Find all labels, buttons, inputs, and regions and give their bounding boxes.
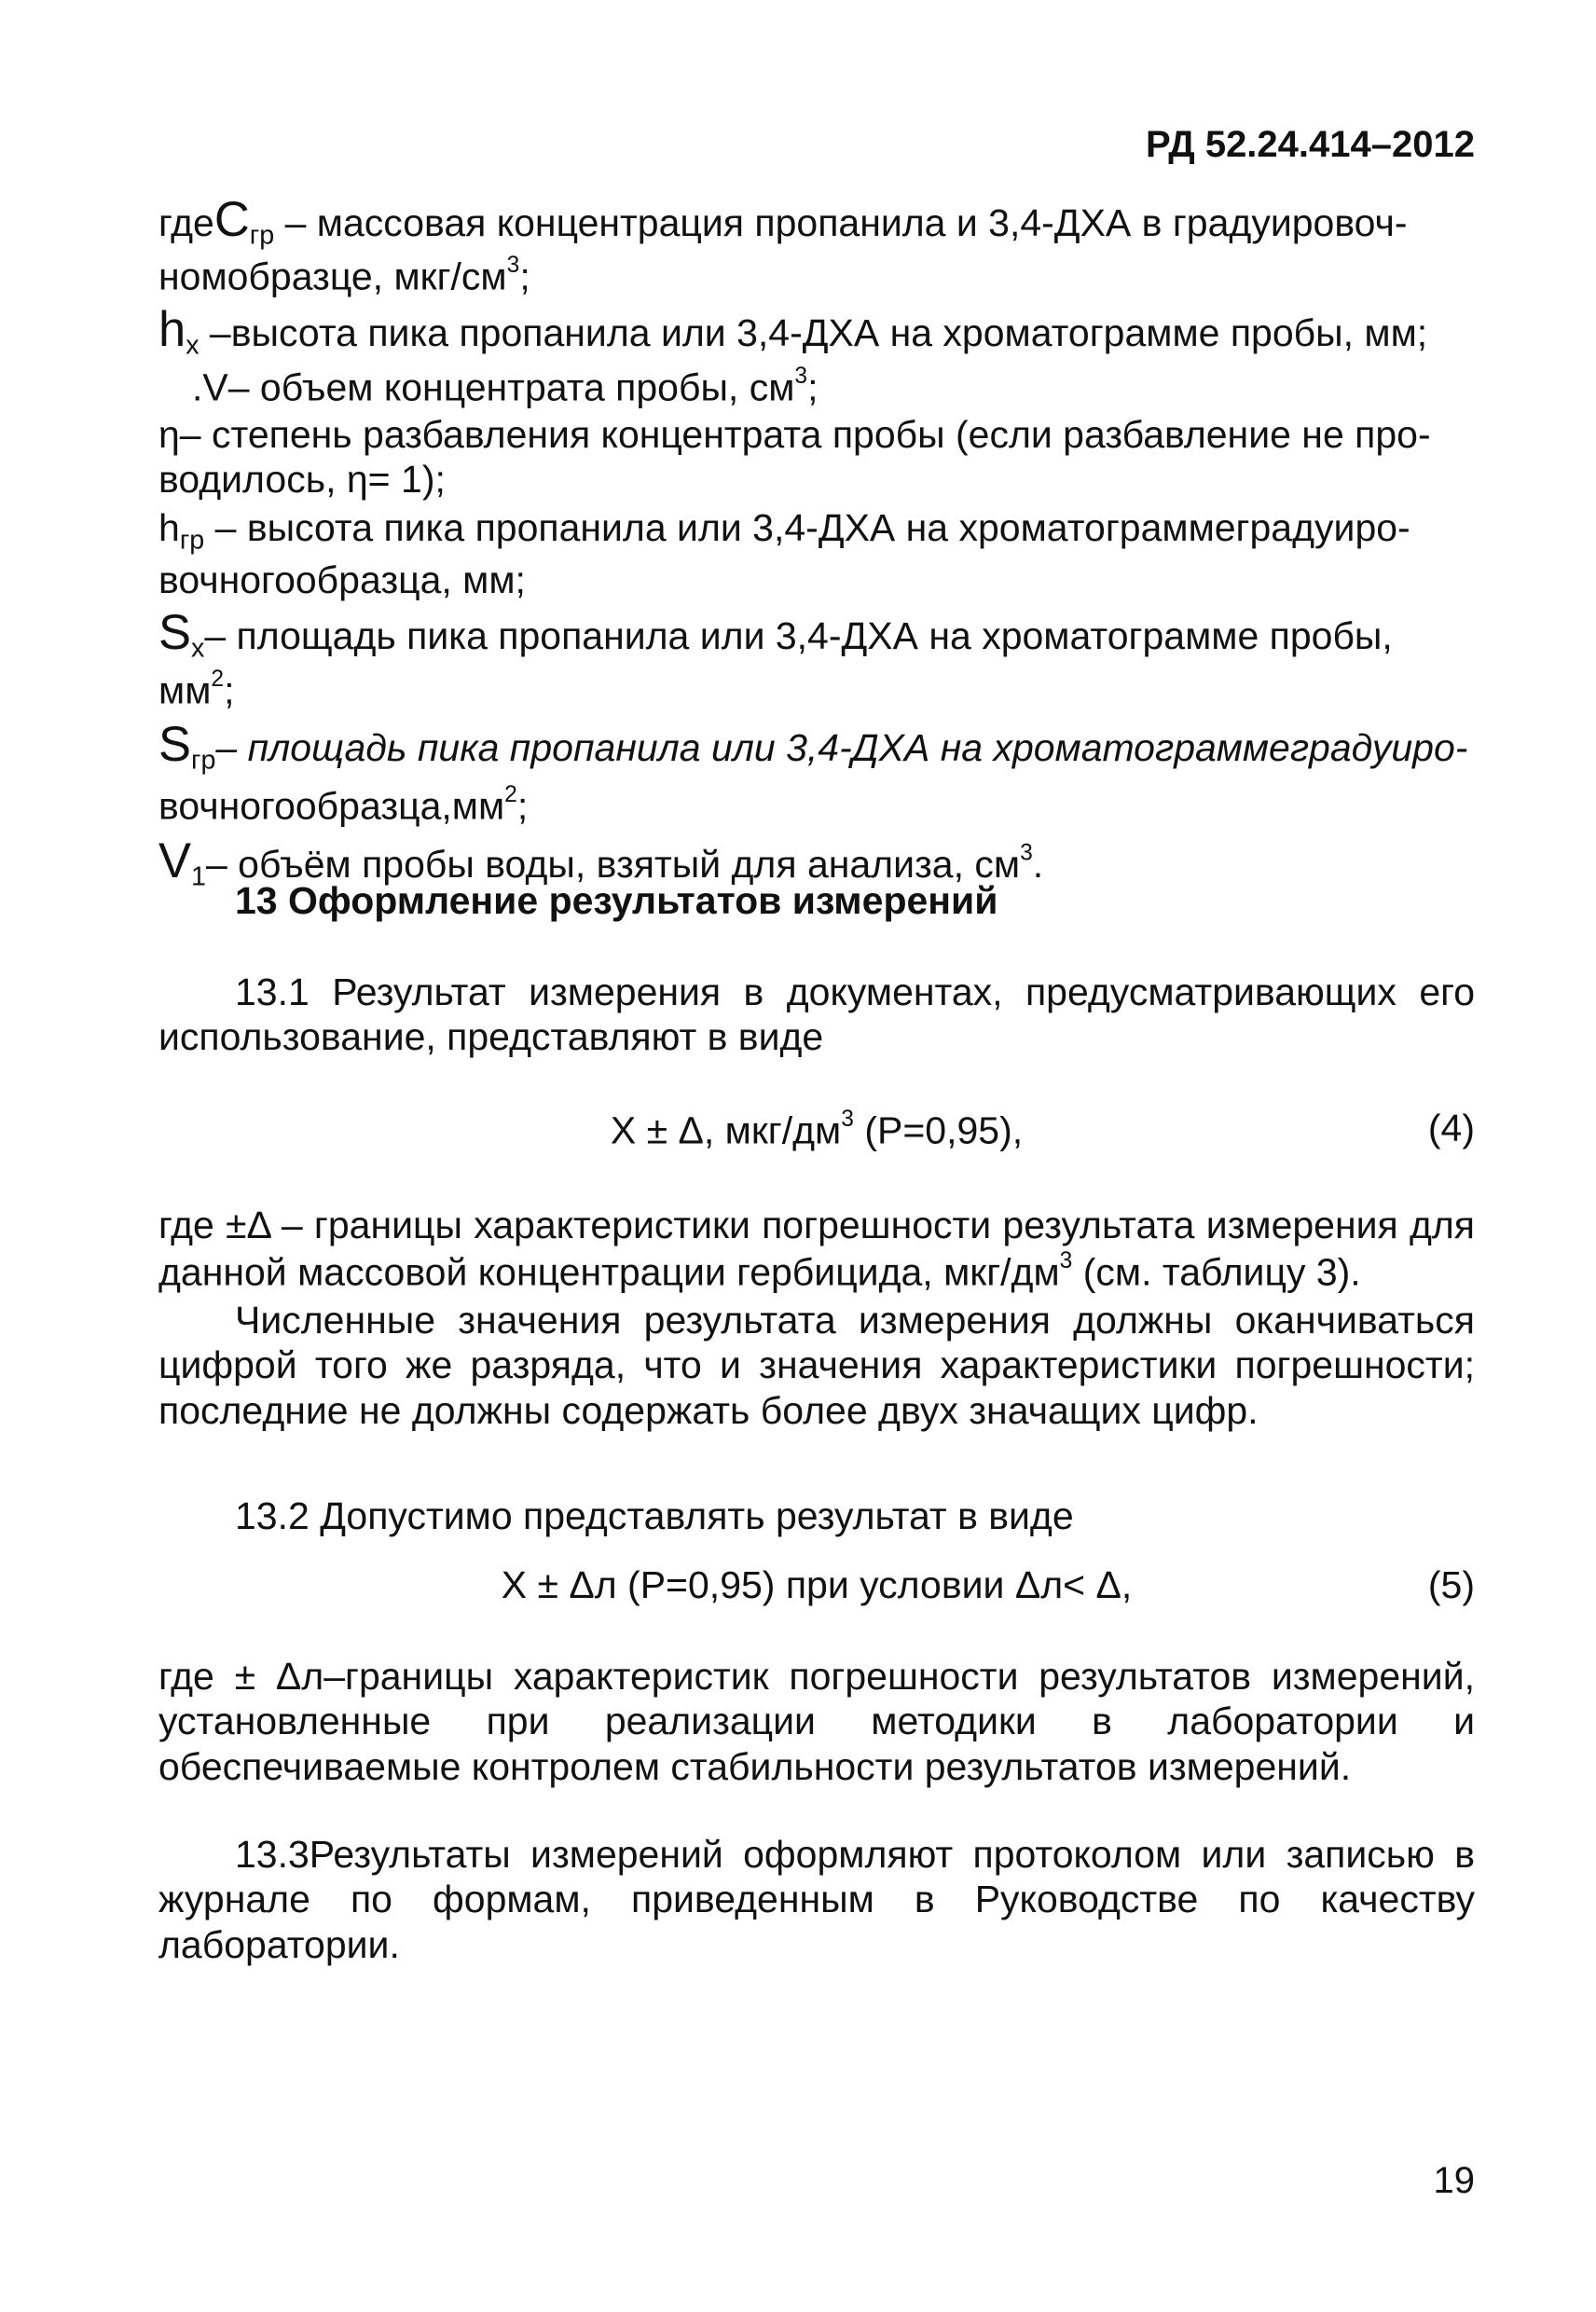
definition-cgr-cont: номобразце, мкг/$см^3$; bbox=[158, 253, 530, 298]
paragraph-13-1: 13.1 Результат измерения в документах, предусматривающих его использование, представляют в виде bbox=[158, 970, 1475, 1059]
paragraph-where-5: где ± Δл–границы характеристик погрешности результатов измерений, установленные при реализации методики в лаборатории и обеспечиваемые контролем стабильности результатов измерений. bbox=[158, 1655, 1475, 1788]
formula-4: X ± Δ, мкг/$дм^3$ (Р=0,95), (4) bbox=[610, 1107, 1475, 1152]
definition-v: .V– объем концентрата пробы, $см^3$; bbox=[192, 363, 819, 409]
definition-v1: $V_1-$ объём пробы воды, взятый для анализа, $см^3$. bbox=[158, 833, 1044, 892]
definition-eta-cont: водилось, η= 1); bbox=[158, 457, 446, 501]
definition-sgr-cont: $вочногообразца,мм^2$; bbox=[158, 781, 529, 828]
definition-sgr: $S_{гр}-$ площадь пика пропанила или 3,4-ДХА на хроматограммеградуиро- bbox=[158, 717, 1468, 777]
definition-hx: $h_x$ –высота пика пропанила или 3,4-ДХА на хроматограмме пробы, мм; bbox=[158, 302, 1428, 361]
formula-4-number: (4) bbox=[1427, 1107, 1475, 1149]
document-code: РД 52.24.414–2012 bbox=[1146, 124, 1475, 165]
definition-hgr: $h_{гр}$ – высота пика пропанила или 3,4-ДХА на хроматограммеградуиро- bbox=[158, 506, 1410, 556]
definition-hgr-cont: вочногообразца, мм; bbox=[158, 557, 526, 601]
section-heading: 13 Оформление результатов измерений bbox=[235, 879, 998, 922]
definition-sx: $S_x-$ площадь пика пропанила или 3,4-ДХА на хроматограмме пробы, bbox=[158, 605, 1393, 664]
definition-cgr: гдеC$_{гр}$ – массовая концентрация пропанила и 3,4-ДХА в градуировоч- bbox=[158, 192, 1408, 251]
paragraph-13-3: 13.3Результаты измерений оформляют протоколом или записью в журнале по формам, приведенным в Руководстве по качеству лаборатории. bbox=[158, 1833, 1475, 1966]
paragraph-where-4: где ±Δ – границы характеристики погрешности результата измерения для данной массовой концентрации гербицида, мкг/$дм^3$ (см. таблицу 3). bbox=[158, 1204, 1475, 1294]
formula-5-number: (5) bbox=[1427, 1563, 1475, 1606]
formula-5: X ± Δл (Р=0,95) при условии Δл< Δ, (5) bbox=[501, 1563, 1475, 1606]
paragraph-13-2: 13.2 Допустимо представлять результат в виде bbox=[235, 1494, 1074, 1537]
paragraph-numeric-values: Численные значения результата измерения должны оканчиваться цифрой того же разряда, что и значения характеристики погрешности; последние не должны содержать более двух значащих цифр. bbox=[158, 1299, 1475, 1432]
page-number: 19 bbox=[1433, 2160, 1475, 2201]
definition-eta: η– степень разбавления концентрата пробы (если разбавление не про- bbox=[158, 412, 1431, 456]
definitions-list bbox=[158, 191, 1475, 893]
definition-sx-cont: $мм^2$; bbox=[158, 666, 235, 712]
